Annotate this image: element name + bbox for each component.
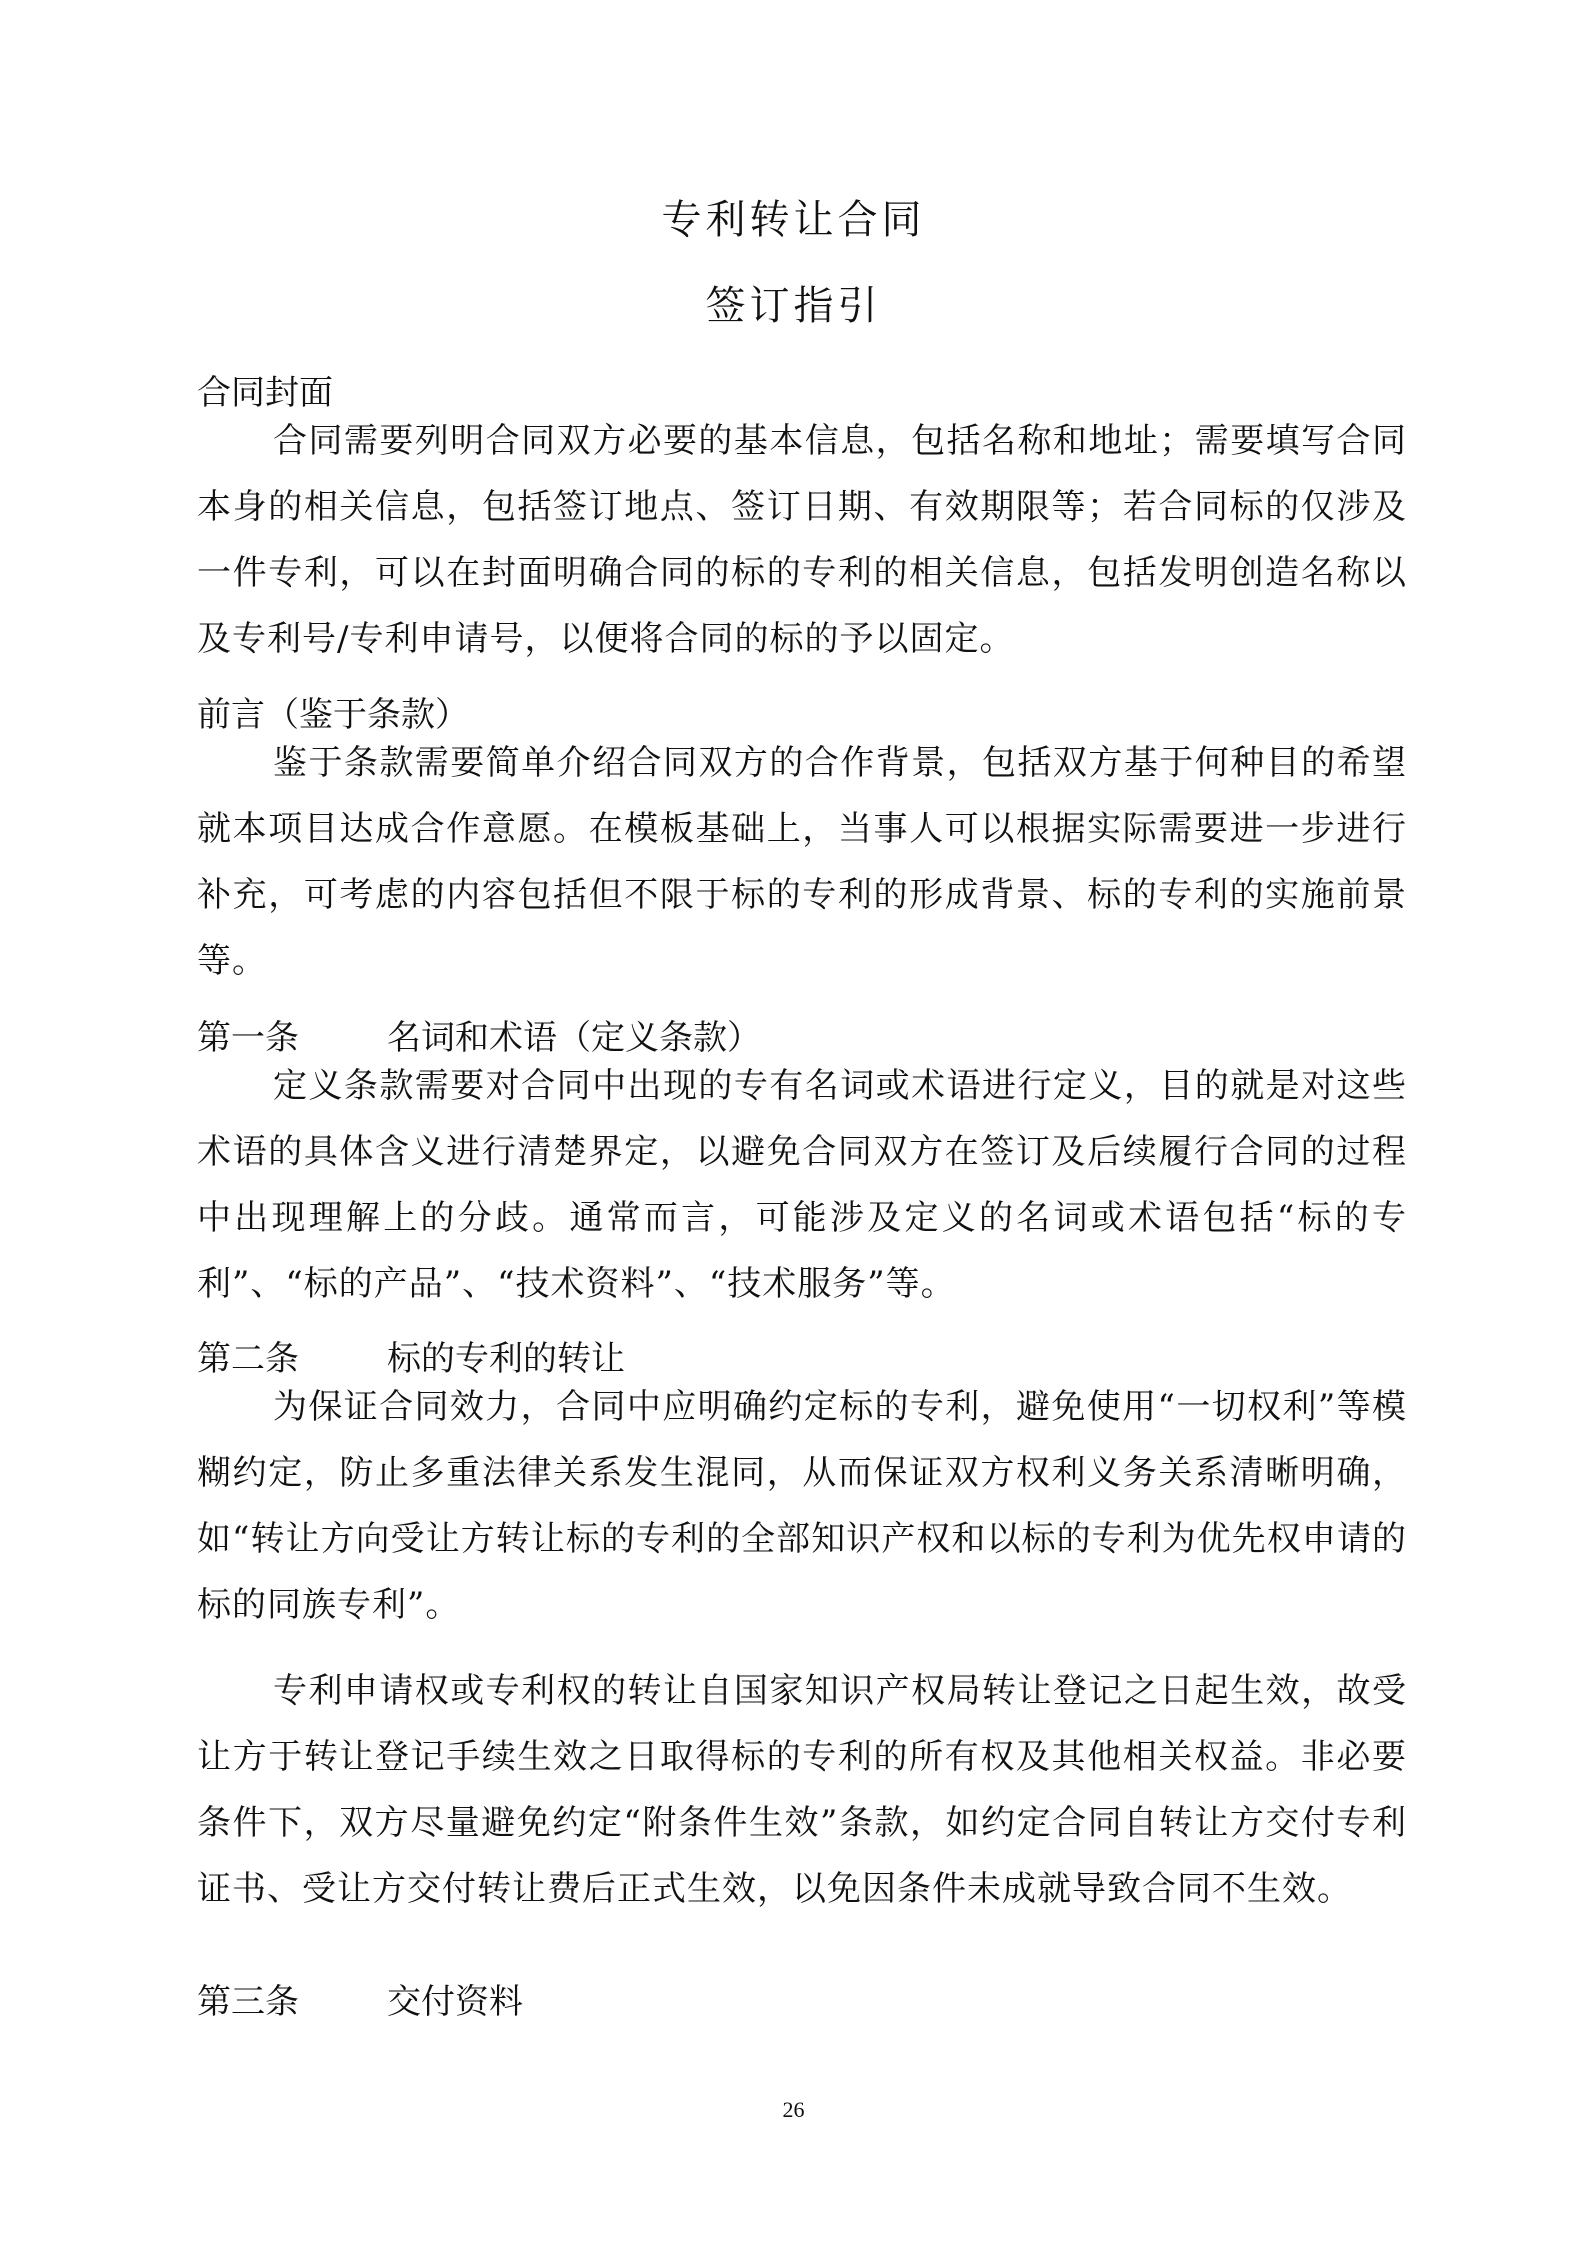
article-number: 第二条 [197,1339,299,1379]
article-paragraph-1: 定义条款需要对合同中出现的专有名词或术语进行定义，目的就是对这些术语的具体含义进行清楚界定，以避免合同双方在签订及后续履行合同的过程中出现理解上的分歧。通常而言，可能涉及定义的名词或术语包括“标的专利”、“标的产品”、“技术资料”、“技术服务”等。 [197,1066,1407,1304]
page-number: 26 [782,2097,805,2122]
document-subtitle: 签订指引 [705,283,882,329]
section-paragraph-preamble: 鉴于条款需要简单介绍合同双方的合作背景，包括双方基于何种目的希望就本项目达成合作意愿。在模板基础上，当事人可以根据实际需要进一步进行补充，可考虑的内容包括但不限于标的专利的形成背景、标的专利的实施前景等。 [197,743,1407,981]
document-title: 专利转让合同 [661,197,926,243]
article-number: 第一条 [197,1018,299,1058]
section-paragraph-cover: 合同需要列明合同双方必要的基本信息，包括名称和地址；需要填写合同本身的相关信息，包括签订地点、签订日期、有效期限等；若合同标的仅涉及一件专利，可以在封面明确合同的标的专利的相关信息，包括发明创造名称以及专利号/专利申请号，以便将合同的标的予以固定。 [197,421,1407,659]
article-title: 交付资料 [387,1982,523,2022]
section-heading-text: 前言（鉴于条款） [197,695,469,735]
article-paragraph-2a: 为保证合同效力，合同中应明确约定标的专利，避免使用“一切权利”等模糊约定，防止多重法律关系发生混同，从而保证双方权利义务关系清晰明确，如“转让方向受让方转让标的专利的全部知识产权和以标的专利为优先权申请的标的同族专利”。 [197,1387,1407,1625]
section-heading-text: 合同封面 [197,373,333,413]
article-title: 标的专利的转让 [387,1339,625,1379]
article-title: 名词和术语（定义条款） [387,1018,761,1058]
article-number: 第三条 [197,1982,299,2022]
article-paragraph-2b: 专利申请权或专利权的转让自国家知识产权局转让登记之日起生效，故受让方于转让登记手续生效之日取得标的专利的所有权及其他相关权益。非必要条件下，双方尽量避免约定“附条件生效”条款，如约定合同自转让方交付专利证书、受让方交付转让费后正式生效，以免因条件未成就导致合同不生效。 [197,1671,1407,1909]
article-heading-3 [197,1980,523,2024]
